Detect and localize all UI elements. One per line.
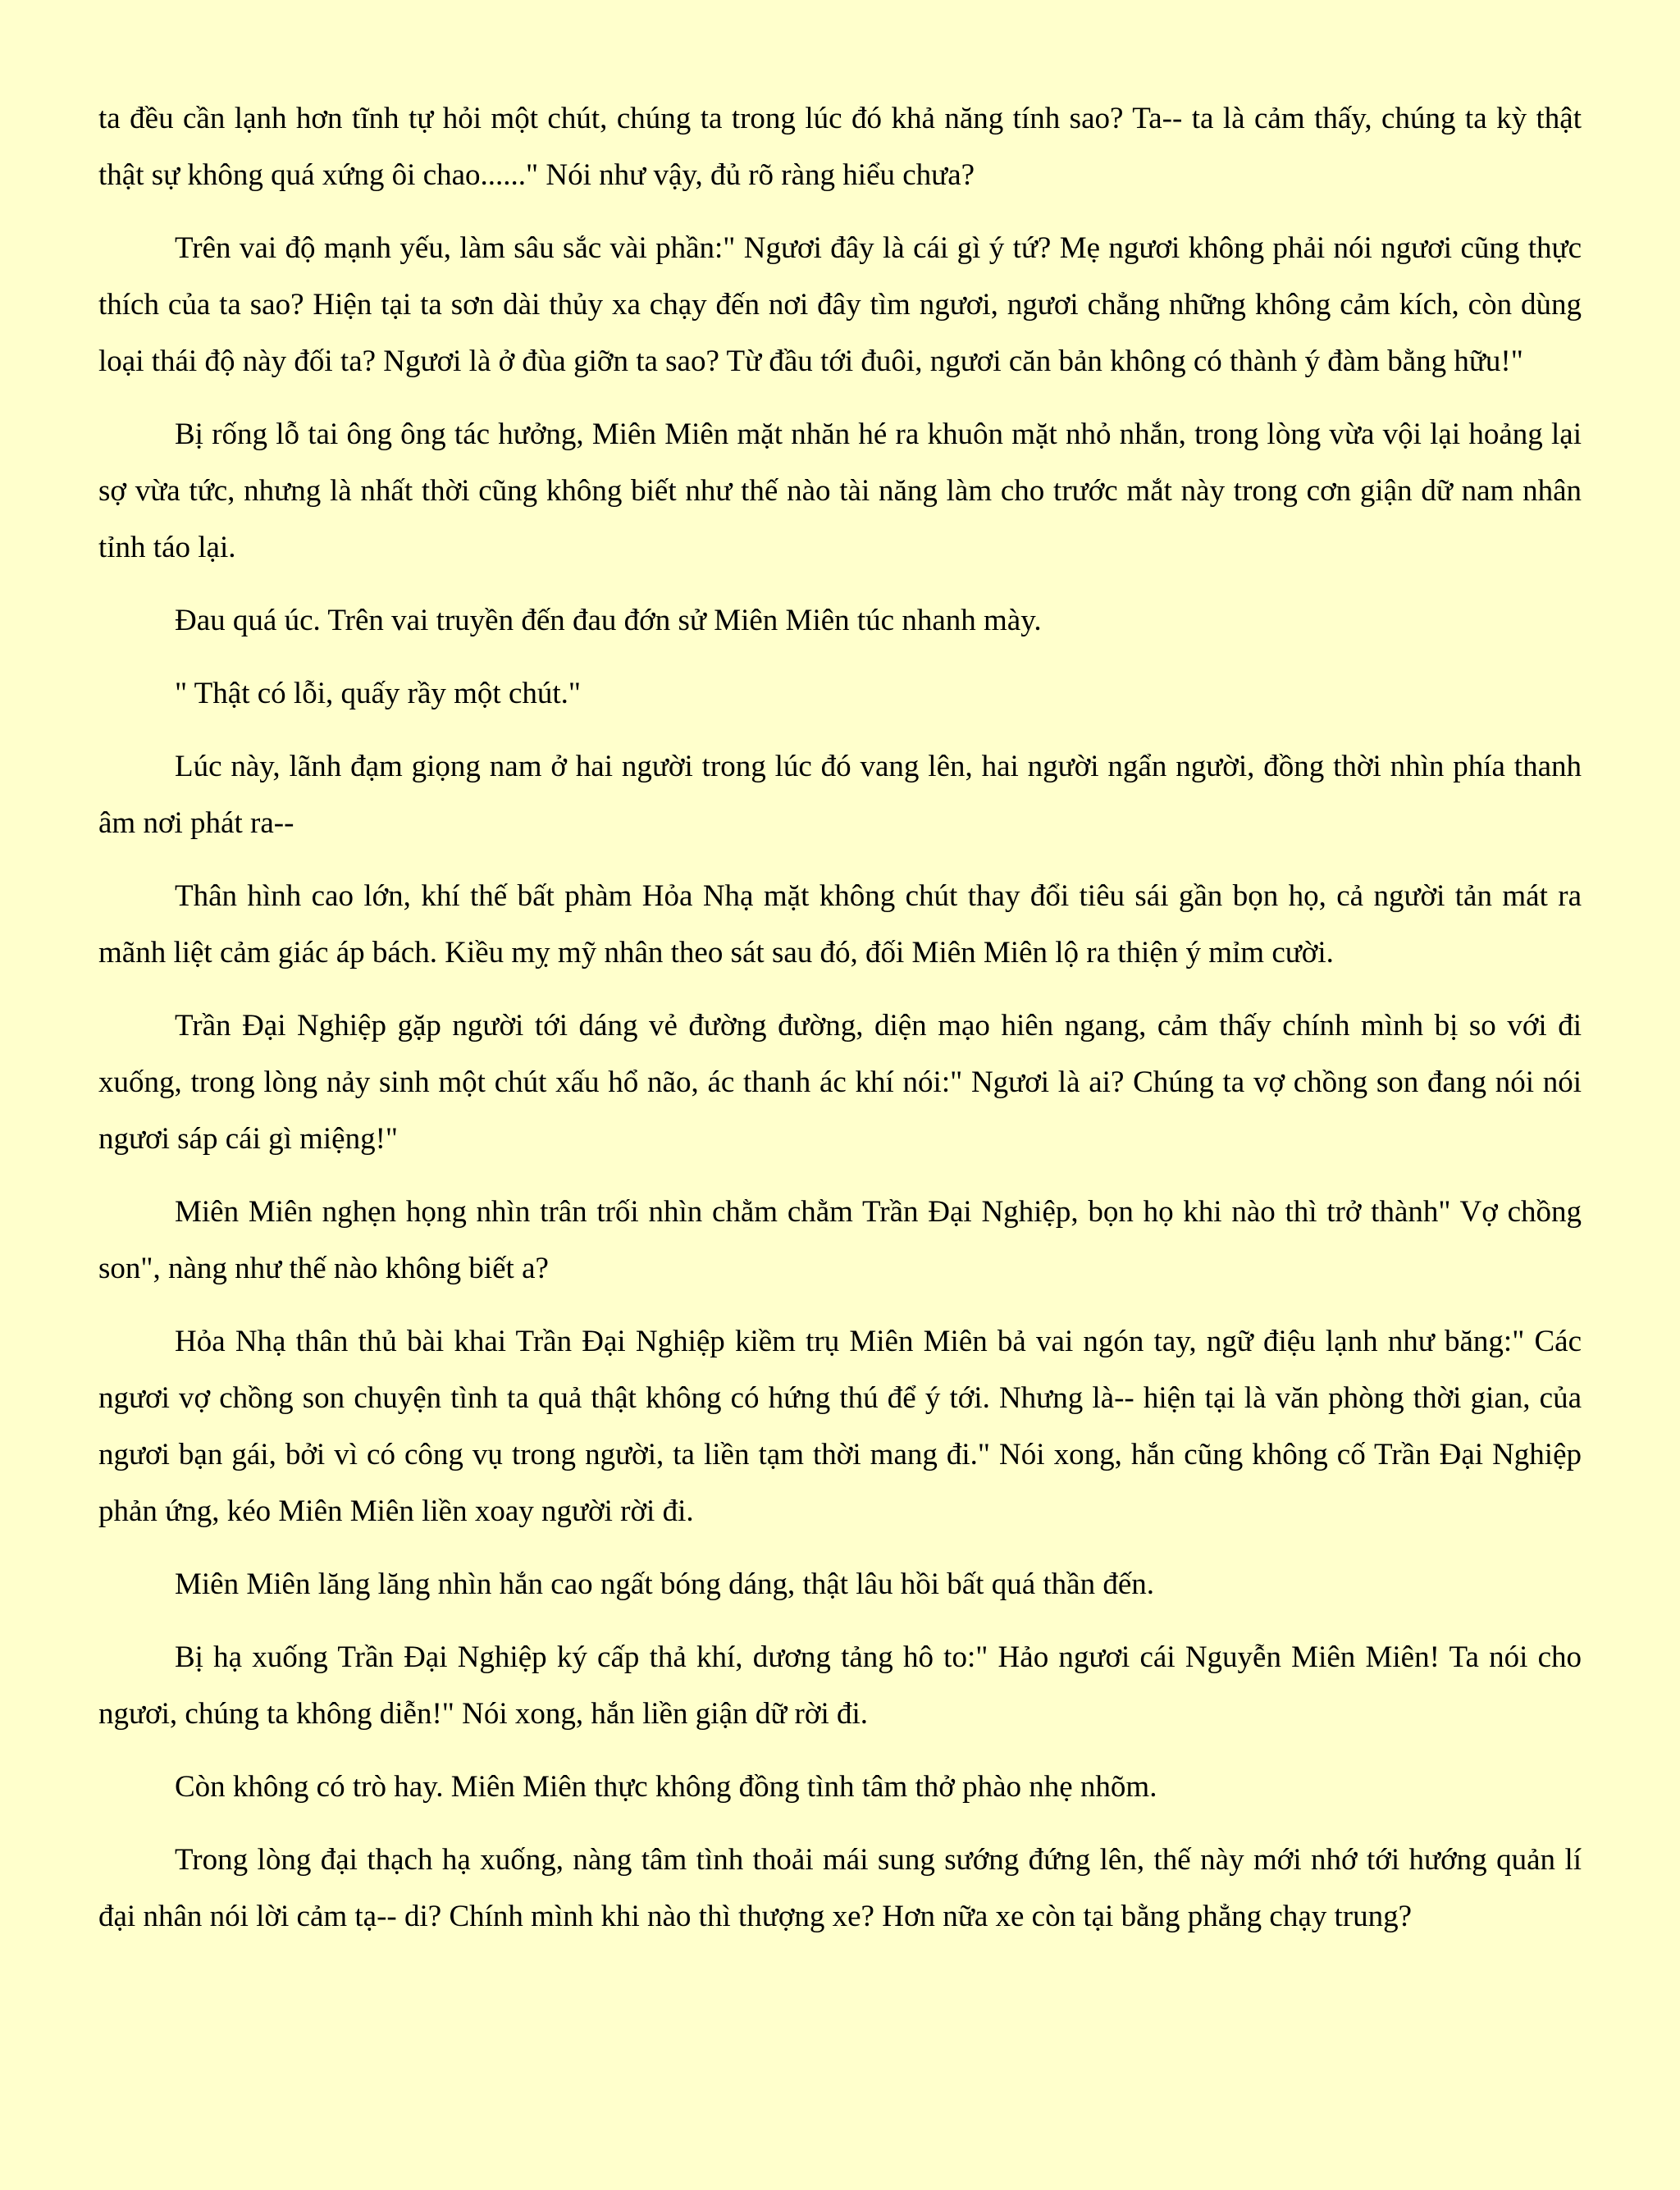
paragraph-7: Thân hình cao lớn, khí thế bất phàm Hỏa Nhạ mặt không chút thay đổi tiêu sái gần bọn họ, cả người tản mát ra mãnh liệt cảm giác áp bách. Kiều mỵ mỹ nhân theo sát sau đó, đối Miên Miên lộ ra thiện ý mỉm cười. bbox=[98, 879, 1582, 970]
paragraph-1: ta đều cần lạnh hơn tĩnh tự hỏi một chút, chúng ta trong lúc đó khả năng tính sao? Ta-- ta là cảm thấy, chúng ta kỳ thật thật sự không quá xứng ôi chao......" Nói như vậy, đủ rõ ràng hiểu chưa? bbox=[98, 102, 1582, 192]
paragraph-6: Lúc này, lãnh đạm giọng nam ở hai người trong lúc đó vang lên, hai người ngẩn người, đồng thời nhìn phía thanh âm nơi phát ra-- bbox=[98, 750, 1582, 840]
paragraph-3: Bị rống lỗ tai ông ông tác hưởng, Miên Miên mặt nhăn hé ra khuôn mặt nhỏ nhắn, trong lòng vừa vội lại hoảng lại sợ vừa tức, nhưng là nhất thời cũng không biết như thế nào tài năng làm cho trước mắt này trong cơn giận dữ nam nhân tỉnh táo lại. bbox=[98, 417, 1582, 564]
paragraph-5: " Thật có lỗi, quấy rầy một chút." bbox=[175, 677, 582, 710]
paragraph-8: Trần Đại Nghiệp gặp người tới dáng vẻ đường đường, diện mạo hiên ngang, cảm thấy chính mình bị so với đi xuống, trong lòng nảy sinh một chút xấu hổ não, ác thanh ác khí nói:" Ngươi là ai? Chúng ta vợ chồng son đang nói nói ngươi sáp cái gì miệng!" bbox=[98, 1009, 1582, 1156]
paragraph-4: Đau quá úc. Trên vai truyền đến đau đớn sử Miên Miên túc nhanh mày. bbox=[175, 604, 1042, 637]
paragraph-11: Miên Miên lăng lăng nhìn hắn cao ngất bóng dáng, thật lâu hồi bất quá thần đến. bbox=[175, 1567, 1154, 1601]
paragraph-2: Trên vai độ mạnh yếu, làm sâu sắc vài phần:" Ngươi đây là cái gì ý tứ? Mẹ ngươi không phải nói ngươi cũng thực thích của ta sao? Hiện tại ta sơn dài thủy xa chạy đến nơi đây tìm ngươi, ngươi chẳng những không cảm kích, còn dùng loại thái độ này đối ta? Ngươi là ở đùa giỡn ta sao? Từ đầu tới đuôi, ngươi căn bản không có thành ý đàm bằng hữu!" bbox=[98, 231, 1582, 378]
paragraph-9: Miên Miên nghẹn họng nhìn trân trối nhìn chằm chằm Trần Đại Nghiệp, bọn họ khi nào thì trở thành" Vợ chồng son", nàng như thế nào không biết a? bbox=[98, 1195, 1582, 1285]
paragraph-14: Trong lòng đại thạch hạ xuống, nàng tâm tình thoải mái sung sướng đứng lên, thế này mới nhớ tới hướng quản lí đại nhân nói lời cảm tạ-- di? Chính mình khi nào thì thượng xe? Hơn nữa xe còn tại bằng phẳng chạy trung? bbox=[98, 1843, 1582, 1933]
paragraph-12: Bị hạ xuống Trần Đại Nghiệp ký cấp thả khí, dương tảng hô to:" Hảo ngươi cái Nguyễn Miên Miên! Ta nói cho ngươi, chúng ta không diễn!" Nói xong, hắn liền giận dữ rời đi. bbox=[98, 1640, 1582, 1731]
paragraph-10: Hỏa Nhạ thân thủ bài khai Trần Đại Nghiệp kiềm trụ Miên Miên bả vai ngón tay, ngữ điệu lạnh như băng:" Các ngươi vợ chồng son chuyện tình ta quả thật không có hứng thú để ý tới. Nhưng là-- hiện tại là văn phòng thời gian, của ngươi bạn gái, bởi vì có công vụ trong người, ta liền tạm thời mang đi." Nói xong, hắn cũng không cố Trần Đại Nghiệp phản ứng, kéo Miên Miên liền xoay người rời đi. bbox=[98, 1325, 1582, 1528]
paragraph-13: Còn không có trò hay. Miên Miên thực không đồng tình tâm thở phào nhẹ nhõm. bbox=[175, 1770, 1157, 1804]
